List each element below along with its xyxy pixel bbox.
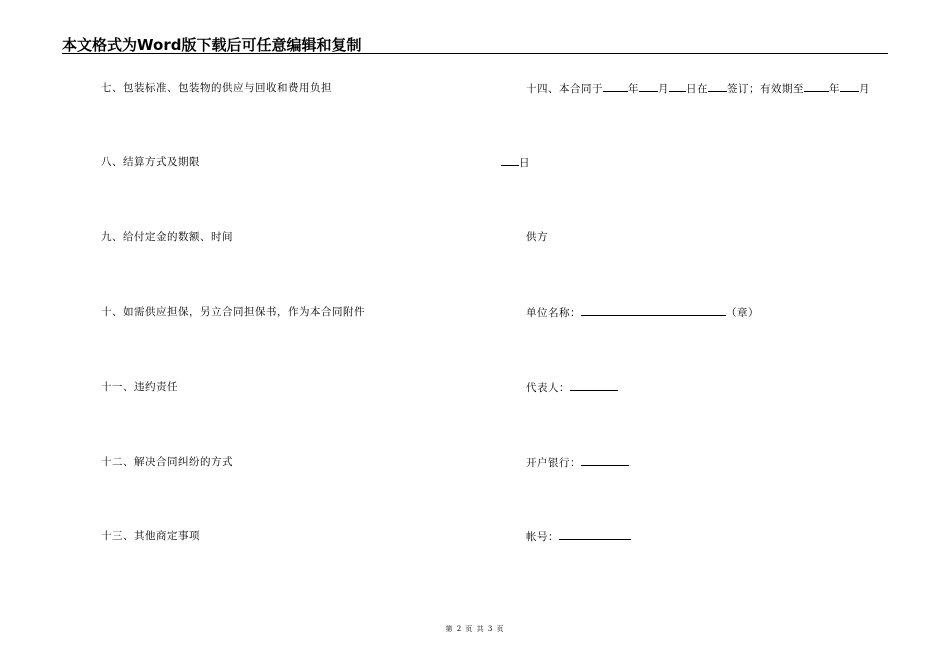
bank-label: 开户银行：: [526, 457, 581, 469]
clause-14-term-end: [501, 154, 530, 170]
bank-row: [526, 454, 629, 470]
term-month2-label: 月: [859, 83, 870, 95]
blank-month-2: [840, 80, 859, 92]
clause-7: 七、包装标准、包装物的供应与回收和费用负担: [101, 82, 332, 94]
term-day-signed-label: 日在: [686, 83, 708, 95]
party-label: 供方: [526, 231, 548, 243]
term-year2-label: 年: [829, 83, 840, 95]
blank-year-2: [804, 80, 829, 92]
term-day2-label: 日: [519, 157, 530, 169]
clause-13: 十三、其他商定事项: [101, 530, 200, 542]
clause-11: 十一、违约责任: [101, 381, 178, 393]
header-divider: [62, 53, 888, 54]
clause-9: 九、给付定金的数额、时间: [101, 231, 233, 243]
document-header-title: 本文格式为Word版下载后可任意编辑和复制: [62, 36, 362, 54]
clause-8: 八、结算方式及期限: [101, 156, 200, 168]
account-blank: [559, 528, 631, 540]
term-prefix: 十四、本合同于: [526, 83, 603, 95]
blank-day: [669, 80, 686, 92]
clause-10: 十、如需供应担保，另立合同担保书，作为本合同附件: [101, 306, 365, 318]
representative-label: 代表人：: [526, 382, 570, 394]
account-label: 帐号：: [526, 531, 559, 543]
unit-name-blank: [581, 304, 726, 316]
representative-row: [526, 379, 618, 395]
term-year-label: 年: [628, 83, 639, 95]
clause-14-term: [526, 80, 870, 96]
clause-12: 十二、解决合同纠纷的方式: [101, 456, 233, 468]
bank-blank: [581, 454, 629, 466]
unit-name-label: 单位名称：: [526, 307, 581, 319]
term-month-label: 月: [658, 83, 669, 95]
term-signed-label: 签订；有效期至: [727, 83, 804, 95]
page-number: 第 2 页 共 3 页: [445, 625, 505, 633]
representative-blank: [570, 379, 618, 391]
blank-month: [639, 80, 658, 92]
blank-place: [708, 80, 727, 92]
unit-name-row: [526, 304, 759, 320]
blank-year: [603, 80, 628, 92]
account-row: [526, 528, 631, 544]
blank-day-2: [501, 154, 519, 166]
seal-label: （章）: [726, 307, 759, 319]
